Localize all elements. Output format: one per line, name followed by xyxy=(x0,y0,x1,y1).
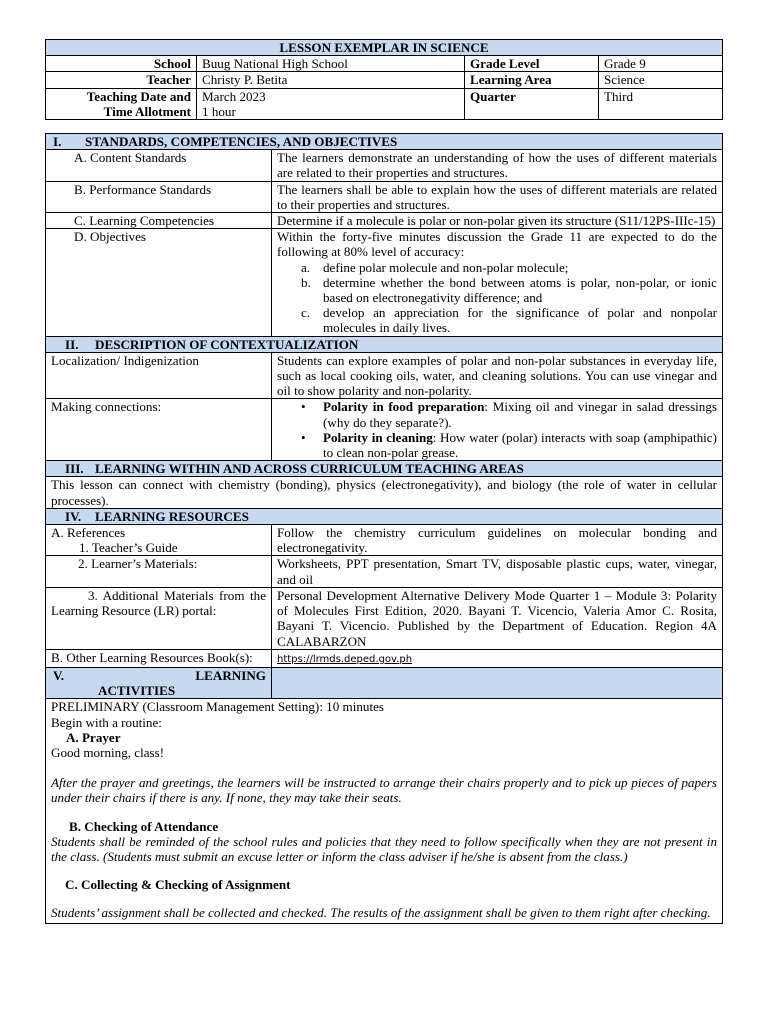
quarter-label: Quarter xyxy=(465,88,599,119)
school-label: School xyxy=(46,56,197,72)
section-5-number: V. xyxy=(53,667,65,683)
objective-label: b. xyxy=(301,274,311,290)
section-2-title: DESCRIPTION OF CONTEXTUALIZATION xyxy=(95,336,359,352)
connections-list xyxy=(277,399,717,460)
attendance-note: Students shall be reminded of the school rules and policies that they need to follow specifically when they are not present in the class. (Students must submit an excuse letter or inform the class adviser if he/she is absent from the class.) xyxy=(51,833,717,864)
section-5-title-line2: ACTIVITIES xyxy=(98,683,176,699)
lesson-header-table xyxy=(45,39,723,120)
section-3-number: III. xyxy=(65,461,84,477)
objective-item xyxy=(301,260,717,275)
section-3-header xyxy=(46,461,723,477)
date-value: March 2023 xyxy=(202,88,266,104)
localization-text: Students can explore examples of polar and non-polar substances in everyday life, such as local cooking oils, water, and cleaning solutions. You can use vinegar and oil to show polarity and non-polarity. xyxy=(272,352,723,399)
prayer-text: Good morning, class! xyxy=(51,744,165,760)
teachers-guide-label: 1. Teacher’s Guide xyxy=(79,540,178,556)
section-4-header xyxy=(46,508,723,524)
learning-competencies-text: Determine if a molecule is polar or non-polar given its structure (S11/12PS-IIIc-15) xyxy=(272,213,723,229)
bullet-icon: • xyxy=(301,429,306,445)
teacher-value: Christy P. Betita xyxy=(197,72,465,88)
assignment-heading: C. Collecting & Checking of Assignment xyxy=(65,877,291,893)
connection-title: Polarity in food preparation xyxy=(323,399,485,415)
connection-text: : Mixing oil and vinegar in salad dressings (why do they separate?). xyxy=(323,399,717,430)
attendance-heading: B. Checking of Attendance xyxy=(69,818,219,834)
lesson-body-table xyxy=(45,133,723,924)
grade-level-label: Grade Level xyxy=(465,56,599,72)
section-2-header xyxy=(46,336,723,352)
assignment-note: Students’ assignment shall be collected and checked. The results of the assignment shall be given to them right after checking. xyxy=(51,905,711,921)
section-1-number: I. xyxy=(53,134,62,149)
time-value: 1 hour xyxy=(202,103,236,119)
connection-title: Polarity in cleaning xyxy=(323,429,433,445)
document-title: LESSON EXEMPLAR IN SCIENCE xyxy=(46,40,723,56)
objectives-list xyxy=(277,260,717,336)
curriculum-text: This lesson can connect with chemistry (bonding), physics (electronegativity), and biology (the role of water in cellular processes). xyxy=(46,477,723,508)
grade-level-value: Grade 9 xyxy=(599,56,723,72)
objective-item xyxy=(301,275,717,305)
preliminary-text: PRELIMINARY (Classroom Management Setting): 10 minutes xyxy=(51,699,385,715)
learning-competencies-label: C. Learning Competencies xyxy=(46,213,272,229)
section-4-number: IV. xyxy=(65,508,82,524)
learners-materials-text: Worksheets, PPT presentation, Smart TV, disposable plastic cups, water, vinegar, and oil xyxy=(272,556,723,587)
section-5-title-line1: LEARNING xyxy=(195,667,266,683)
teaching-date-label xyxy=(46,88,197,119)
section-4-title: LEARNING RESOURCES xyxy=(95,508,249,524)
objective-text: define polar molecule and non-polar molecule; xyxy=(323,259,569,275)
making-connections-cell xyxy=(272,399,723,461)
teaching-date-label-line1: Teaching Date and xyxy=(86,88,191,104)
lrmds-link[interactable]: https://lrmds.deped.gov.ph xyxy=(277,653,413,665)
learners-materials-label: 2. Learner’s Materials: xyxy=(46,556,272,587)
section-2-number: II. xyxy=(65,336,79,352)
teachers-guide-text: Follow the chemistry curriculum guidelines on molecular bonding and electronegativity. xyxy=(272,525,723,556)
section-5-header-empty xyxy=(272,667,723,698)
objectives-cell xyxy=(272,229,723,336)
quarter-value: Third xyxy=(599,88,723,119)
section-5-header xyxy=(46,667,272,698)
content-standards-text: The learners demonstrate an understanding of how the uses of different materials are related to their properties and structures. xyxy=(272,150,723,181)
learning-area-value: Science xyxy=(599,72,723,88)
prayer-note: After the prayer and greetings, the learners will be instructed to arrange their chairs properly and to pick up pieces of papers under their chairs if there is any. If none, they may take their seats. xyxy=(51,775,717,806)
objectives-label: D. Objectives xyxy=(46,229,272,336)
other-resources-label: B. Other Learning Resources Book(s): xyxy=(46,649,272,667)
performance-standards-text: The learners shall be able to explain how the uses of different materials are related to their properties and structures. xyxy=(272,181,723,212)
learning-area-label: Learning Area xyxy=(465,72,599,88)
activities-cell xyxy=(46,699,723,923)
additional-materials-label: 3. Additional Materials from the Learning Resource (LR) portal: xyxy=(46,587,272,649)
objective-text: develop an appreciation for the significance of polar and nonpolar molecules in daily lives. xyxy=(323,305,717,336)
content-standards-label: A. Content Standards xyxy=(46,150,272,181)
performance-standards-label: B. Performance Standards xyxy=(46,181,272,212)
objective-label: a. xyxy=(301,259,311,275)
connection-item xyxy=(301,430,717,460)
bullet-icon: • xyxy=(301,399,306,415)
prayer-heading: A. Prayer xyxy=(66,729,121,745)
objectives-intro: Within the forty-five minutes discussion the Grade 11 are expected to do the following at 80% level of accuracy: xyxy=(277,229,717,260)
section-3-title: LEARNING WITHIN AND ACROSS CURRICULUM TEACHING AREAS xyxy=(95,461,524,477)
making-connections-label: Making connections: xyxy=(46,399,272,461)
routine-text: Begin with a routine: xyxy=(51,714,162,730)
objective-text: determine whether the bond between atoms is polar, non-polar, or ionic based on electronegativity difference; and xyxy=(323,274,717,306)
school-value: Buug National High School xyxy=(197,56,465,72)
additional-materials-text: Personal Development Alternative Delivery Mode Quarter 1 – Module 3: Polarity of Molecules First Edition, 2020. Bayani T. Vicencio, Valeria Amor C. Rosita, Bayani T. Vicencio. Published by the Department of Education. Region 4A CALABARZON xyxy=(272,587,723,649)
section-1-title: STANDARDS, COMPETENCIES, AND OBJECTIVES xyxy=(85,134,398,149)
objective-item xyxy=(301,305,717,335)
objective-label: c. xyxy=(301,305,311,321)
connection-text: : How water (polar) interacts with soap (amphipathic) to clean non-polar grease. xyxy=(323,429,717,461)
other-resources-cell xyxy=(272,649,723,667)
teaching-date-value xyxy=(197,88,465,119)
teaching-date-label-line2: Time Allotment xyxy=(103,103,191,119)
connection-item xyxy=(301,399,717,429)
teacher-label: Teacher xyxy=(46,72,197,88)
references-label-cell xyxy=(46,525,272,556)
localization-label: Localization/ Indigenization xyxy=(46,352,272,399)
references-label: A. References xyxy=(51,525,126,541)
section-1-header xyxy=(46,134,723,150)
